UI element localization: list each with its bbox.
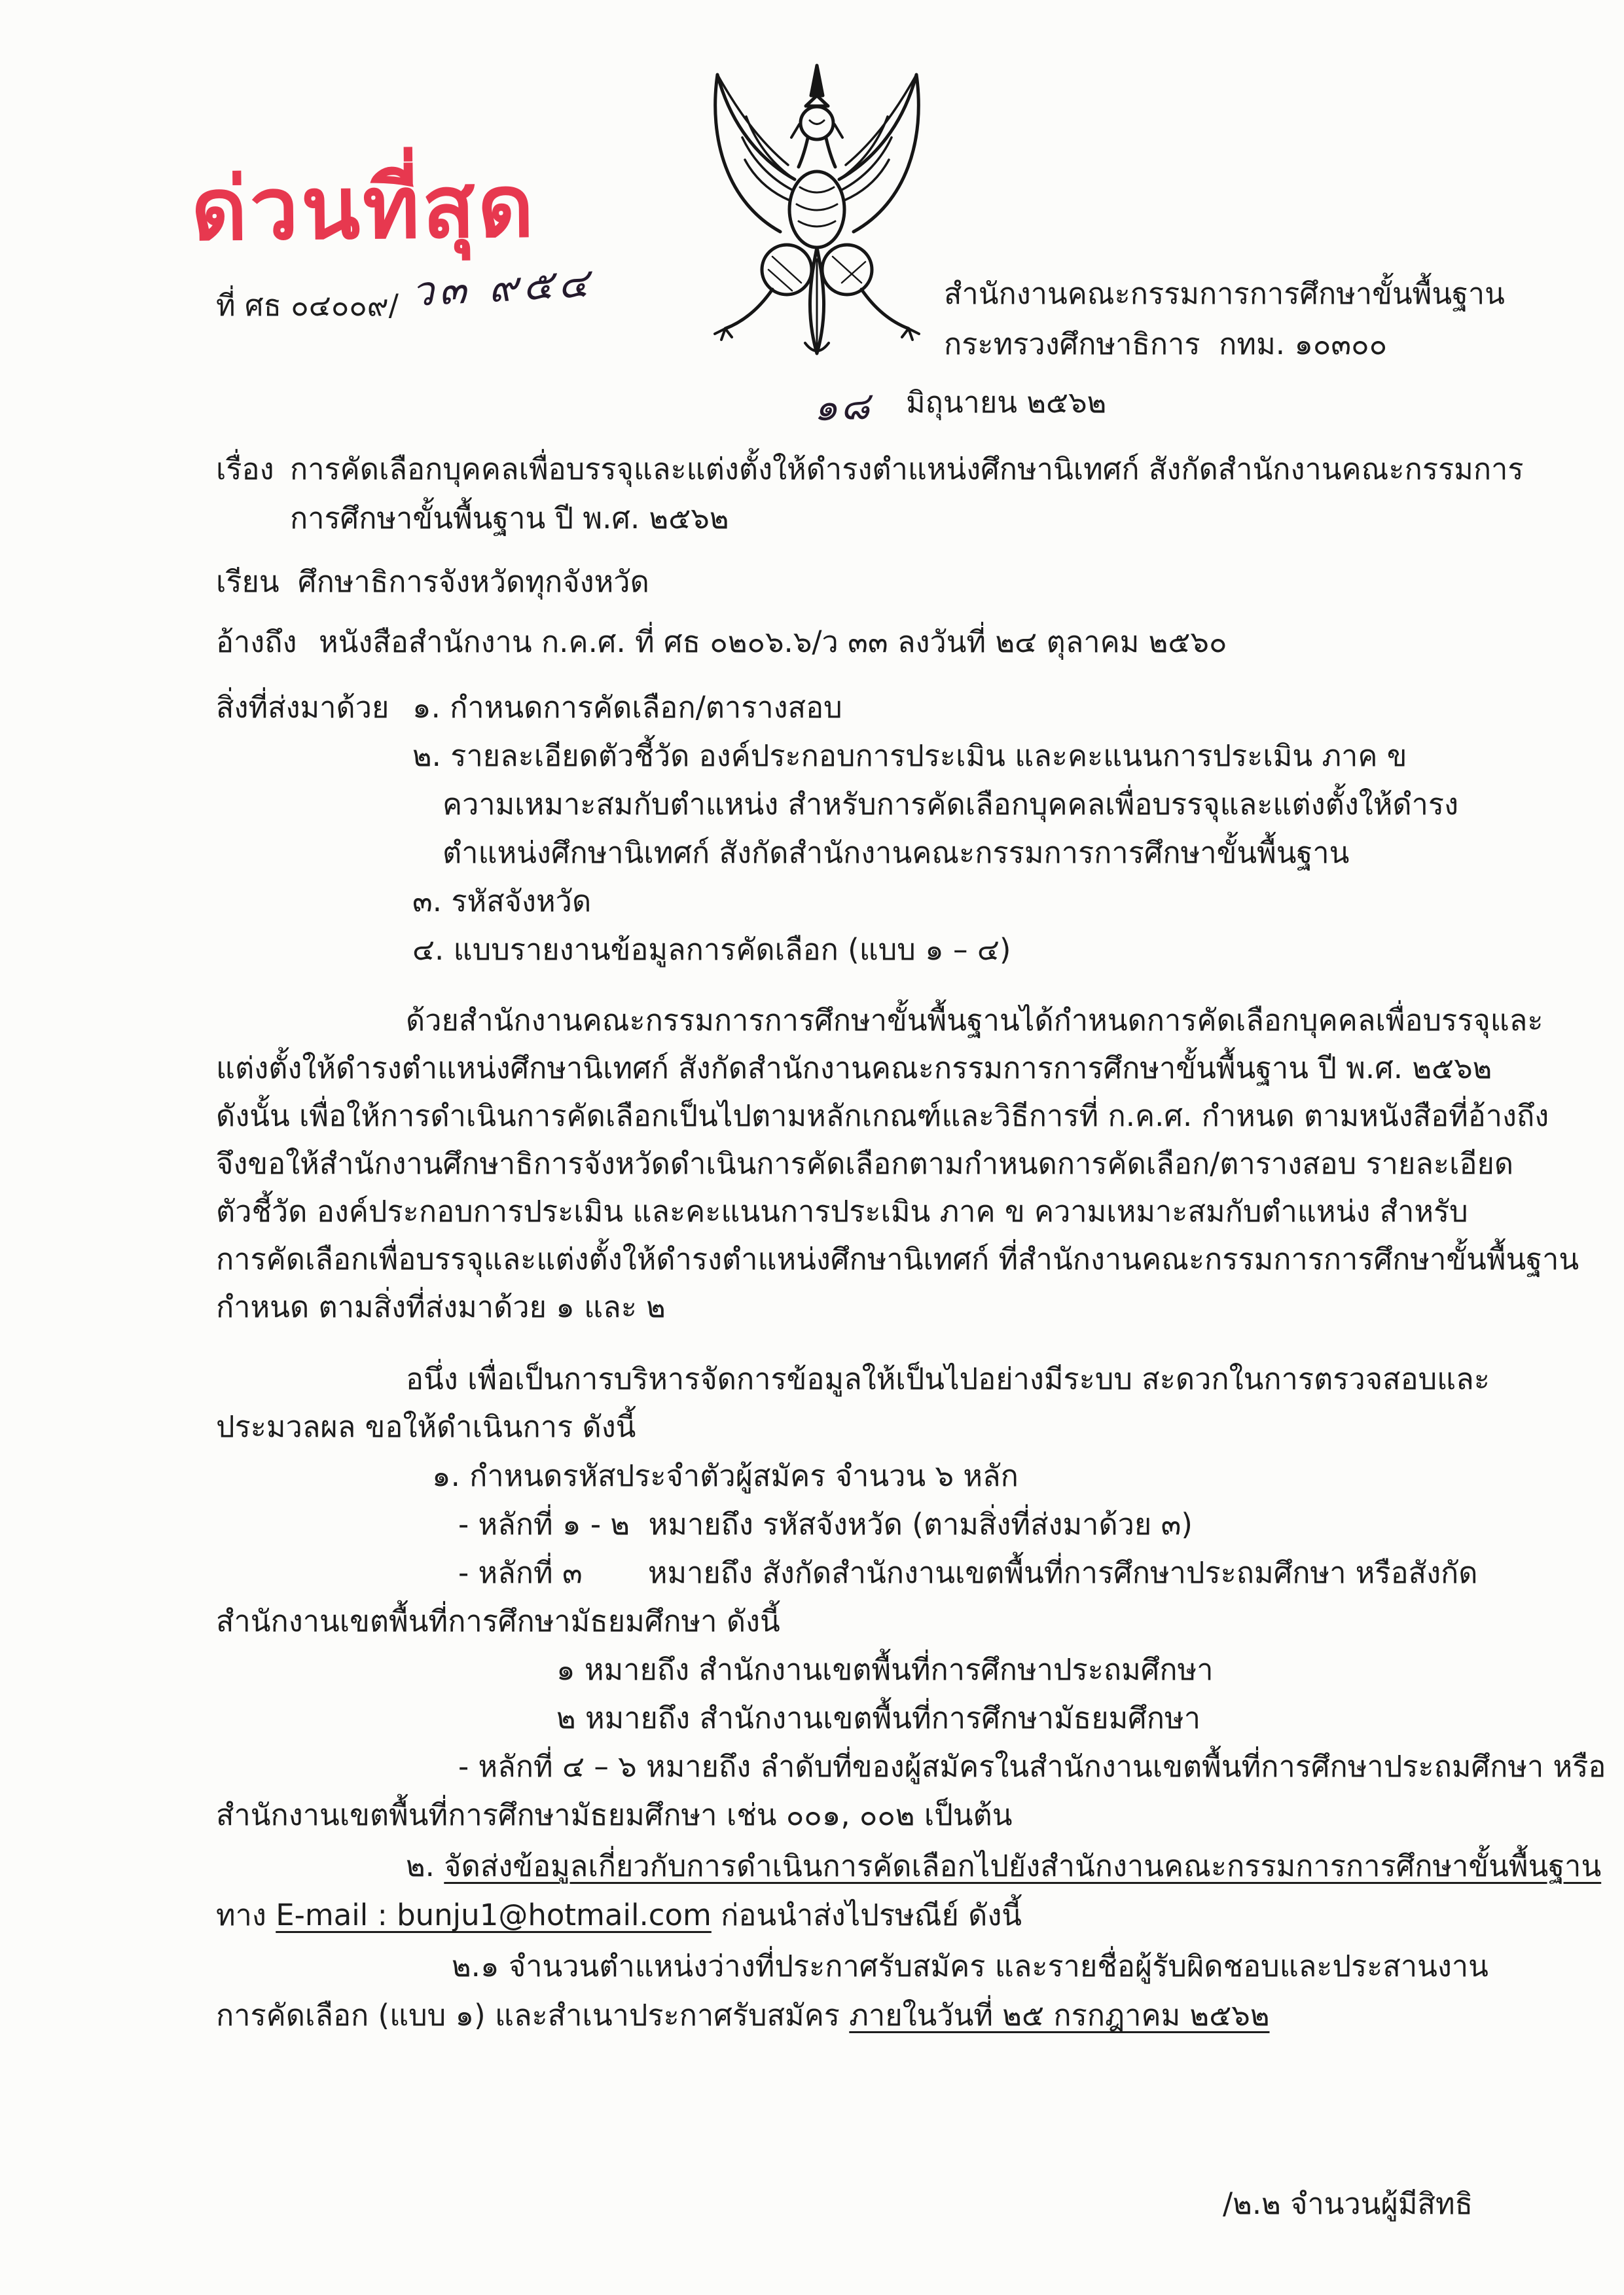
body-line: ดังนั้น เพื่อให้การดำเนินการคัดเลือกเป็นไปตามหลักเกณฑ์และวิธีการที่ ก.ค.ศ. กำหนด ตามหนังสือที่อ้างถึง (216, 1098, 1549, 1133)
date-day-handwritten: ๑๘ (812, 383, 873, 430)
garuda-emblem-icon (695, 60, 939, 373)
email-line-suffix: ก่อนนำส่งไปรษณีย์ ดังนี้ (711, 1898, 1022, 1932)
reference-label: อ้างถึง (216, 624, 297, 659)
document-ref-number: ที่ ศธ ๐๔๐๐๙/ (216, 288, 399, 323)
list-item-1: ๑. กำหนดรหัสประจำตัวผู้สมัคร จำนวน ๖ หลัก (432, 1458, 1019, 1493)
body-line: ประมวลผล ขอให้ดำเนินการ ดังนี้ (216, 1409, 636, 1444)
document-date: มิถุนายน ๒๕๖๒ (906, 385, 1107, 420)
body-line: ตัวชี้วัด องค์ประกอบการประเมิน และคะแนนการประเมิน ภาค ข ความเหมาะสมกับตำแหน่ง สำหรับ (216, 1194, 1468, 1229)
list-subitem-digit-4-6: - หลักที่ ๔ – ๖ หมายถึง ลำดับที่ของผู้สมัครในสำนักงานเขตพื้นที่การศึกษาประถมศึกษา หรือ (458, 1749, 1606, 1784)
org-name-line: สำนักงานคณะกรรมการการศึกษาขั้นพื้นฐาน (944, 276, 1505, 311)
list-item-2 (406, 1847, 1601, 1886)
body-line: อนึ่ง เพื่อเป็นการบริหารจัดการข้อมูลให้เป็นไปอย่างมีระบบ สะดวกในการตรวจสอบและ (406, 1362, 1490, 1396)
body-line: ด้วยสำนักงานคณะกรรมการการศึกษาขั้นพื้นฐานได้กำหนดการคัดเลือกบุคคลเพื่อบรรจุและ (406, 1003, 1543, 1038)
list-item-2-number: ๒. (406, 1849, 444, 1883)
body-line: การคัดเลือกเพื่อบรรจุและแต่งตั้งให้ดำรงตำแหน่งศึกษานิเทศก์ ที่สำนักงานคณะกรรมการการศึกษาขั้นพื้นฐาน (216, 1242, 1579, 1276)
org-address-line: กระทรวงศึกษาธิการ กทม. ๑๐๓๐๐ (944, 327, 1388, 361)
body-line: จึงขอให้สำนักงานศึกษาธิการจังหวัดดำเนินการคัดเลือกตามกำหนดการคัดเลือก/ตารางสอบ รายละเอียด (216, 1146, 1514, 1181)
definition-2: ๒ หมายถึง สำนักงานเขตพื้นที่การศึกษามัธยมศึกษา (556, 1701, 1200, 1735)
enclosure-item-4: ๔. แบบรายงานข้อมูลการคัดเลือก (แบบ ๑ – ๔) (412, 932, 1011, 967)
subject-line-1: การคัดเลือกบุคคลเพื่อบรรจุและแต่งตั้งให้ดำรงตำแหน่งศึกษานิเทศก์ สังกัดสำนักงานคณะกรรมการ (290, 452, 1524, 486)
body-line: กำหนด ตามสิ่งที่ส่งมาด้วย ๑ และ ๒ (216, 1290, 666, 1324)
deadline-line-prefix: การคัดเลือก (แบบ ๑) และสำเนาประกาศรับสมัคร (216, 1998, 850, 2033)
page-continuation-marker: /๒.๒ จำนวนผู้มีสิทธิ (1223, 2186, 1473, 2221)
ref-number-handwritten: ว๓ ๙๕๔ (410, 258, 594, 316)
body-line: แต่งตั้งให้ดำรงตำแหน่งศึกษานิเทศก์ สังกัดสำนักงานคณะกรรมการการศึกษาขั้นพื้นฐาน ปี พ.ศ. ๒๕๖๒ (216, 1051, 1492, 1085)
reference-value: หนังสือสำนักงาน ก.ค.ศ. ที่ ศธ ๐๒๐๖.๖/ว ๓๓ ลงวันที่ ๒๔ ตุลาคม ๒๕๖๐ (319, 624, 1227, 659)
urgent-stamp: ด่วนที่สุด (190, 156, 537, 261)
enclosure-label: สิ่งที่ส่งมาด้วย (216, 690, 389, 725)
enclosure-item-2-cont-2: ตำแหน่งศึกษานิเทศก์ สังกัดสำนักงานคณะกรรมการการศึกษาขั้นพื้นฐาน (442, 835, 1350, 870)
list-subitem-digit-3-cont: สำนักงานเขตพื้นที่การศึกษามัธยมศึกษา ดังนี้ (216, 1604, 780, 1638)
salutation-value: ศึกษาธิการจังหวัดทุกจังหวัด (298, 564, 649, 599)
list-subitem-digit-1-2: - หลักที่ ๑ - ๒ หมายถึง รหัสจังหวัด (ตามสิ่งที่ส่งมาด้วย ๓) (458, 1507, 1193, 1542)
subject-line-2: การศึกษาขั้นพื้นฐาน ปี พ.ศ. ๒๕๖๒ (290, 501, 729, 535)
list-subitem-digit-4-6-cont: สำนักงานเขตพื้นที่การศึกษามัธยมศึกษา เช่น ๐๐๑, ๐๐๒ เป็นต้น (216, 1798, 1013, 1832)
list-subitem-digit-3: - หลักที่ ๓ หมายถึง สังกัดสำนักงานเขตพื้นที่การศึกษาประถมศึกษา หรือสังกัด (458, 1555, 1478, 1590)
deadline-line (216, 1997, 1270, 2035)
salutation-label: เรียน (216, 564, 280, 599)
email-address: E-mail : bunju1@hotmail.com (276, 1898, 712, 1932)
definition-1: ๑ หมายถึง สำนักงานเขตพื้นที่การศึกษาประถมศึกษา (556, 1652, 1214, 1687)
email-line-prefix: ทาง (216, 1898, 276, 1932)
email-line (216, 1896, 1022, 1935)
list-item-2-1: ๒.๑ จำนวนตำแหน่งว่างที่ประกาศรับสมัคร และรายชื่อผู้รับผิดชอบและประสานงาน (452, 1949, 1489, 1983)
enclosure-item-2-cont-1: ความเหมาะสมกับตำแหน่ง สำหรับการคัดเลือกบุคคลเพื่อบรรจุและแต่งตั้งให้ดำรง (442, 787, 1459, 822)
list-item-2-underlined-text: จัดส่งข้อมูลเกี่ยวกับการดำเนินการคัดเลือกไปยังสำนักงานคณะกรรมการการศึกษาขั้นพื้นฐาน (444, 1849, 1602, 1883)
enclosure-item-2: ๒. รายละเอียดตัวชี้วัด องค์ประกอบการประเมิน และคะแนนการประเมิน ภาค ข (412, 738, 1407, 773)
enclosure-item-3: ๓. รหัสจังหวัด (412, 884, 592, 918)
subject-label: เรื่อง (216, 452, 274, 486)
deadline-date-underlined: ภายในวันที่ ๒๕ กรกฎาคม ๒๕๖๒ (849, 1998, 1270, 2033)
enclosure-item-1: ๑. กำหนดการคัดเลือก/ตารางสอบ (412, 690, 842, 725)
